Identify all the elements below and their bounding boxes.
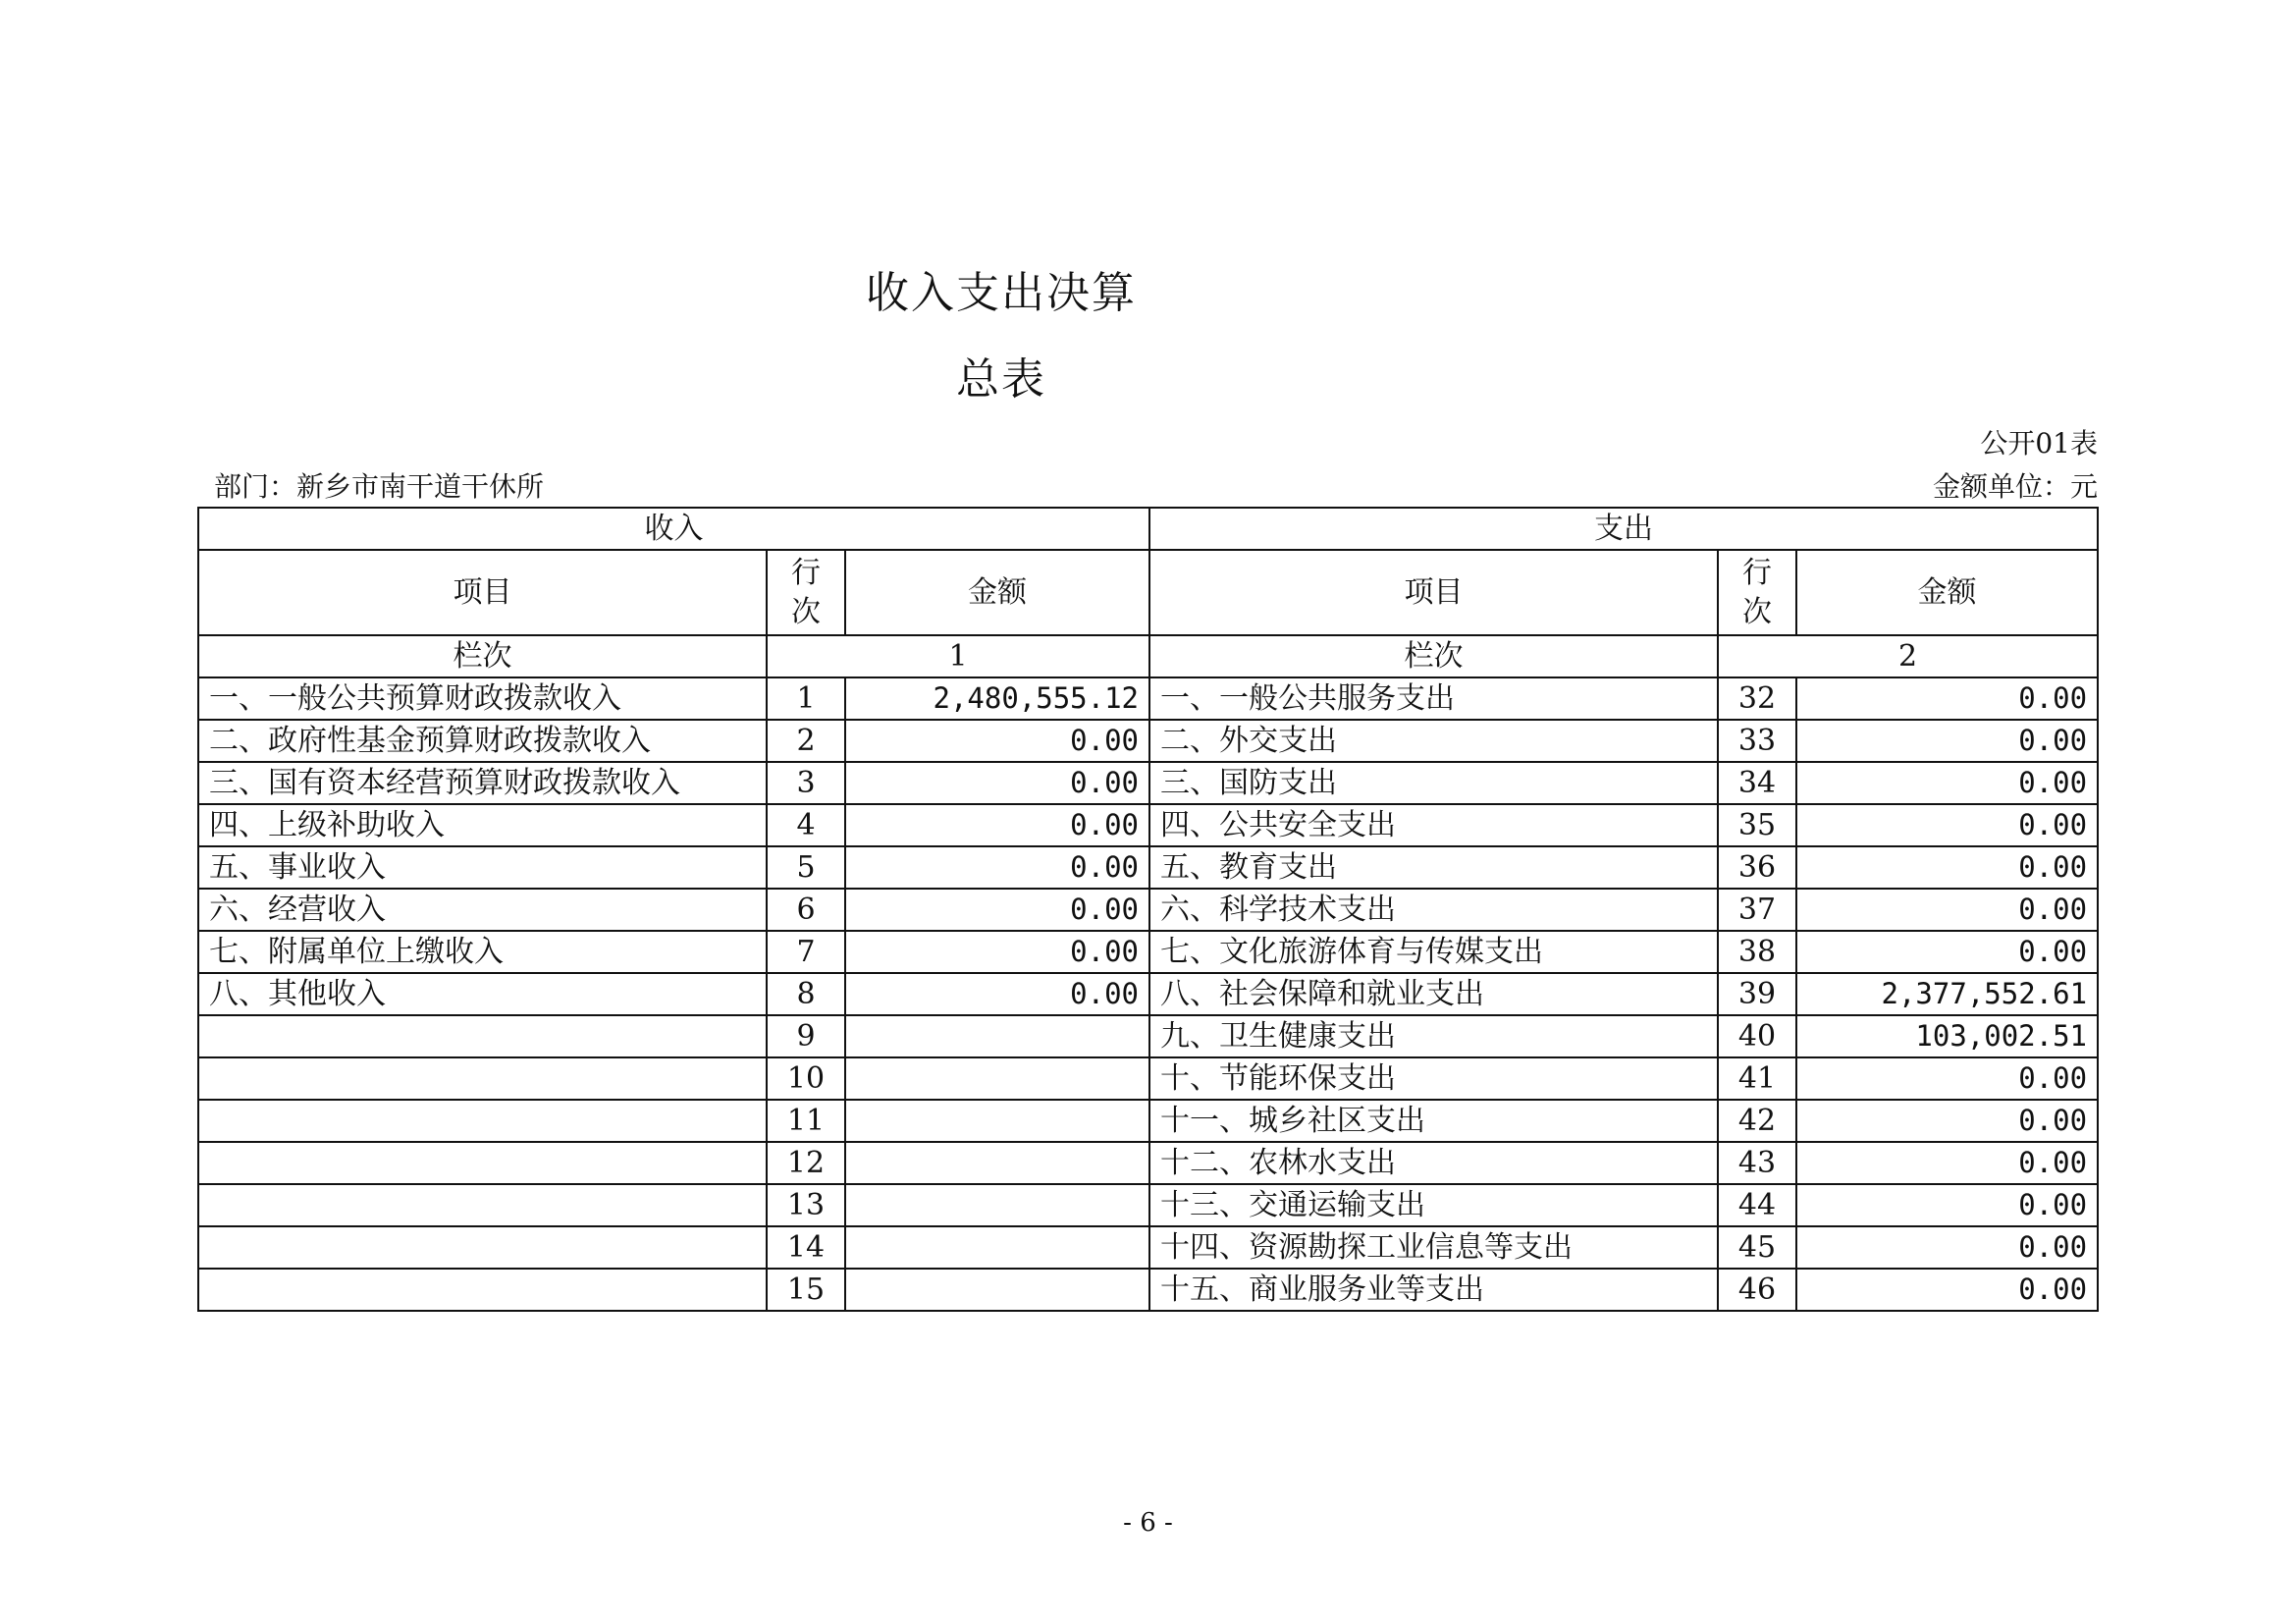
income-row-no-cell: 1	[767, 677, 845, 720]
income-row-no-cell: 14	[767, 1226, 845, 1269]
income-amount-cell	[845, 1015, 1149, 1057]
expense-item-cell: 六、科学技术支出	[1149, 889, 1718, 931]
table-number: 公开01表	[1980, 427, 2098, 460]
expense-amount-cell: 0.00	[1796, 720, 2098, 762]
income-item-cell	[198, 1226, 767, 1269]
income-item-header: 项目	[198, 550, 767, 635]
expense-amount-cell: 0.00	[1796, 889, 2098, 931]
income-row-no-header	[767, 550, 845, 635]
table-row	[198, 720, 2098, 762]
expense-amount-cell: 0.00	[1796, 1269, 2098, 1311]
income-item-cell: 七、附属单位上缴收入	[198, 931, 767, 973]
income-column-index: 1	[767, 635, 1149, 677]
table-row	[198, 1057, 2098, 1100]
expense-row-no-cell: 32	[1718, 677, 1796, 720]
income-amount-cell: 0.00	[845, 720, 1149, 762]
table-row	[198, 762, 2098, 804]
income-row-no-cell: 4	[767, 804, 845, 846]
expense-item-cell: 十二、农林水支出	[1149, 1142, 1718, 1184]
income-item-cell: 四、上级补助收入	[198, 804, 767, 846]
income-row-no-cell: 8	[767, 973, 845, 1015]
table-row	[198, 1184, 2098, 1226]
table-row	[198, 804, 2098, 846]
expense-amount-header: 金额	[1796, 550, 2098, 635]
expense-row-no-header	[1718, 550, 1796, 635]
expense-row-no-cell: 38	[1718, 931, 1796, 973]
expense-row-no-cell: 36	[1718, 846, 1796, 889]
expense-row-no-cell: 35	[1718, 804, 1796, 846]
income-item-cell: 三、国有资本经营预算财政拨款收入	[198, 762, 767, 804]
expense-amount-cell: 0.00	[1796, 1100, 2098, 1142]
column-index-row	[198, 635, 2098, 677]
expense-item-cell: 十三、交通运输支出	[1149, 1184, 1718, 1226]
expense-amount-cell: 0.00	[1796, 846, 2098, 889]
expense-row-no-cell: 37	[1718, 889, 1796, 931]
department-label: 部门：新乡市南干道干休所	[214, 470, 545, 503]
income-row-no-cell: 11	[767, 1100, 845, 1142]
income-row-no-cell: 10	[767, 1057, 845, 1100]
income-item-cell	[198, 1100, 767, 1142]
expense-amount-cell: 0.00	[1796, 677, 2098, 720]
income-item-cell: 八、其他收入	[198, 973, 767, 1015]
income-amount-cell	[845, 1226, 1149, 1269]
expense-item-cell: 十四、资源勘探工业信息等支出	[1149, 1226, 1718, 1269]
expense-item-cell: 十一、城乡社区支出	[1149, 1100, 1718, 1142]
income-amount-cell	[845, 1057, 1149, 1100]
expense-amount-cell: 0.00	[1796, 804, 2098, 846]
income-row-no-cell: 6	[767, 889, 845, 931]
expense-row-no-cell: 42	[1718, 1100, 1796, 1142]
income-amount-cell: 0.00	[845, 889, 1149, 931]
income-section-header: 收入	[198, 508, 1149, 550]
row-no-header-top: 行	[1742, 555, 1773, 590]
table-row	[198, 931, 2098, 973]
expense-item-cell: 十、节能环保支出	[1149, 1057, 1718, 1100]
income-amount-cell: 0.00	[845, 804, 1149, 846]
expense-item-cell: 八、社会保障和就业支出	[1149, 973, 1718, 1015]
income-item-cell	[198, 1184, 767, 1226]
expense-amount-cell: 0.00	[1796, 1184, 2098, 1226]
row-no-header-bottom: 次	[791, 594, 821, 629]
expense-amount-cell: 103,002.51	[1796, 1015, 2098, 1057]
table-row	[198, 1142, 2098, 1184]
expense-amount-cell: 0.00	[1796, 1142, 2098, 1184]
expense-row-no-cell: 44	[1718, 1184, 1796, 1226]
income-item-cell	[198, 1015, 767, 1057]
table-row	[198, 889, 2098, 931]
income-row-no-cell: 9	[767, 1015, 845, 1057]
expense-row-no-cell: 34	[1718, 762, 1796, 804]
expense-item-cell: 二、外交支出	[1149, 720, 1718, 762]
income-amount-cell: 0.00	[845, 973, 1149, 1015]
income-row-no-cell: 5	[767, 846, 845, 889]
page-number: - 6 -	[1123, 1508, 1173, 1538]
expense-item-cell: 九、卫生健康支出	[1149, 1015, 1718, 1057]
income-item-cell: 六、经营收入	[198, 889, 767, 931]
income-row-no-cell: 12	[767, 1142, 845, 1184]
table-row	[198, 1015, 2098, 1057]
income-item-cell: 一、一般公共预算财政拨款收入	[198, 677, 767, 720]
expense-amount-cell: 2,377,552.61	[1796, 973, 2098, 1015]
income-item-cell	[198, 1269, 767, 1311]
table-row	[198, 1226, 2098, 1269]
income-item-cell	[198, 1057, 767, 1100]
expense-item-cell: 三、国防支出	[1149, 762, 1718, 804]
income-item-cell	[198, 1142, 767, 1184]
income-column-label: 栏次	[198, 635, 767, 677]
income-amount-cell	[845, 1184, 1149, 1226]
income-item-cell: 五、事业收入	[198, 846, 767, 889]
expense-row-no-cell: 46	[1718, 1269, 1796, 1311]
table-row	[198, 1269, 2098, 1311]
expense-row-no-cell: 41	[1718, 1057, 1796, 1100]
income-amount-cell: 0.00	[845, 846, 1149, 889]
income-row-no-cell: 13	[767, 1184, 845, 1226]
table-row	[198, 1100, 2098, 1142]
expense-section-header: 支出	[1149, 508, 2098, 550]
income-amount-cell: 0.00	[845, 762, 1149, 804]
income-amount-cell	[845, 1142, 1149, 1184]
expense-amount-cell: 0.00	[1796, 1226, 2098, 1269]
expense-row-no-cell: 40	[1718, 1015, 1796, 1057]
column-header-row	[198, 550, 2098, 635]
income-amount-cell: 2,480,555.12	[845, 677, 1149, 720]
expense-row-no-cell: 39	[1718, 973, 1796, 1015]
expense-column-index: 2	[1718, 635, 2098, 677]
expense-item-cell: 十五、商业服务业等支出	[1149, 1269, 1718, 1311]
expense-amount-cell: 0.00	[1796, 762, 2098, 804]
expense-row-no-cell: 45	[1718, 1226, 1796, 1269]
document-subtitle: 总表	[956, 354, 1046, 405]
expense-item-cell: 七、文化旅游体育与传媒支出	[1149, 931, 1718, 973]
amount-unit-label: 金额单位：元	[1932, 470, 2098, 503]
income-amount-header: 金额	[845, 550, 1149, 635]
document-title: 收入支出决算	[866, 268, 1137, 318]
table-row	[198, 846, 2098, 889]
income-row-no-cell: 7	[767, 931, 845, 973]
expense-row-no-cell: 33	[1718, 720, 1796, 762]
income-expense-table	[197, 507, 2099, 1312]
expense-item-header: 项目	[1149, 550, 1718, 635]
expense-item-cell: 五、教育支出	[1149, 846, 1718, 889]
expense-item-cell: 一、一般公共服务支出	[1149, 677, 1718, 720]
expense-column-label: 栏次	[1149, 635, 1718, 677]
income-amount-cell	[845, 1269, 1149, 1311]
expense-row-no-cell: 43	[1718, 1142, 1796, 1184]
income-amount-cell: 0.00	[845, 931, 1149, 973]
income-row-no-cell: 2	[767, 720, 845, 762]
table-row	[198, 677, 2098, 720]
expense-amount-cell: 0.00	[1796, 931, 2098, 973]
income-row-no-cell: 3	[767, 762, 845, 804]
expense-item-cell: 四、公共安全支出	[1149, 804, 1718, 846]
expense-amount-cell: 0.00	[1796, 1057, 2098, 1100]
income-row-no-cell: 15	[767, 1269, 845, 1311]
row-no-header-bottom: 次	[1742, 594, 1773, 629]
income-amount-cell	[845, 1100, 1149, 1142]
section-header-row	[198, 508, 2098, 550]
row-no-header-top: 行	[791, 555, 821, 590]
table-row	[198, 973, 2098, 1015]
income-item-cell: 二、政府性基金预算财政拨款收入	[198, 720, 767, 762]
